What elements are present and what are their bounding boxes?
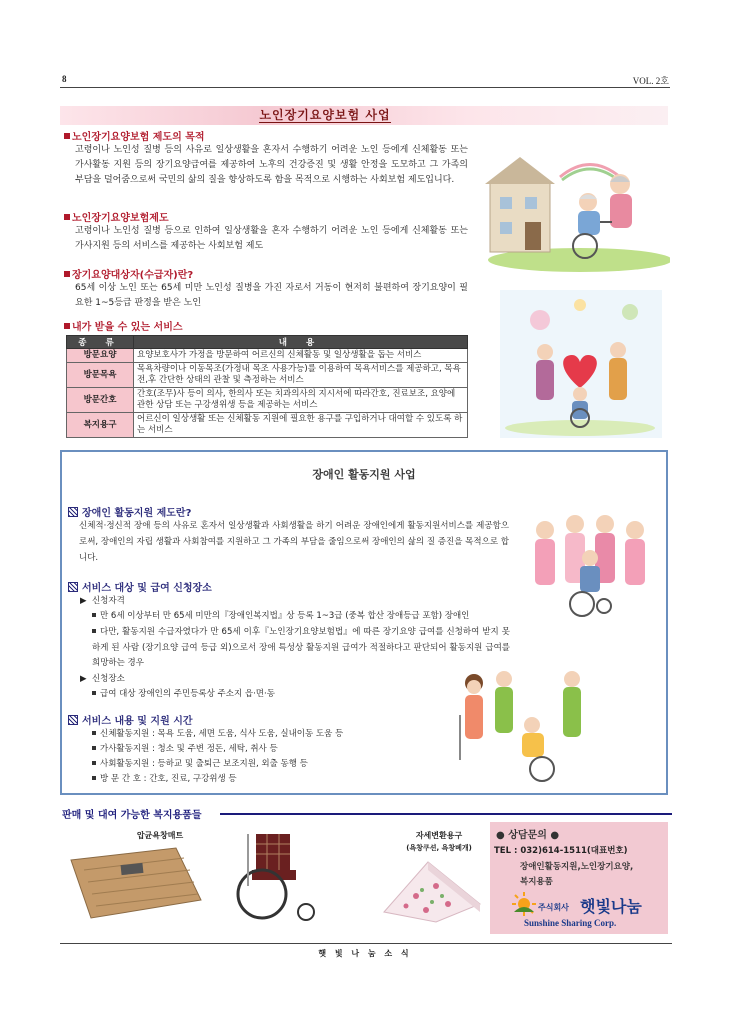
mattress-icon (66, 840, 206, 922)
contact-box (490, 822, 668, 934)
section1-title: 노인장기요양보험 사업 (259, 108, 391, 122)
service-type: 복지용구 (67, 413, 134, 438)
system-heading: 노인장기요양보험제도 (64, 209, 169, 224)
content-item: 방 문 간 호 : 간호, 진료, 구강위생 등 (92, 772, 237, 788)
footer-text: 햇 빛 나 눔 소 식 (318, 949, 412, 958)
services-heading: 내가 받을 수 있는 서비스 (64, 318, 183, 333)
services-table-header (67, 336, 468, 349)
product-label-cushion: 자세변환용구 (415, 831, 463, 840)
system-text: 고령이나 노인성 질병 등으로 인하여 일상생활을 혼자 수행하기 어려운 노인 등에게 신체활동 또는 가사지원 등의 서비스를 제공하는 사회보험 제도 (75, 226, 468, 251)
col-type: 종 류 (67, 336, 134, 349)
product-sublabel-cushion: (욕창쿠션, 욕창베개) (406, 844, 472, 852)
service-content: 요양보호사가 가정을 방문하여 어르신의 신체활동 및 일상생활을 돕는 서비스 (134, 349, 468, 363)
service-content: 목욕차량이나 이동목조(가정내 목조 사용가능)를 이용하여 목욕서비스를 제공하고, 목욕 전,후 간단한 상태의 관찰 및 측정하는 서비스 (134, 363, 468, 388)
purpose-heading: 노인장기요양보험 제도의 목적 (64, 128, 205, 143)
contact-heading: ● 상담문의 ● (496, 830, 560, 841)
helpers-wheelchair-illustration (452, 665, 592, 783)
content-item: 사회활동지원 : 등하교 및 출퇴근 보조지원, 외출 동행 등 (92, 757, 308, 773)
content-item: 가사활동지원 : 청소 및 주변 정돈, 세탁, 취사 등 (92, 742, 278, 758)
place-item: 급여 대상 장애인의 주민등록상 주소지 읍·면·동 (92, 687, 275, 703)
elderly-couple-illustration (470, 142, 670, 272)
company-english-name: Sunshine Sharing Corp. (524, 918, 617, 928)
family-heart-illustration (500, 290, 662, 438)
table-row (67, 363, 468, 388)
qualification-item: 만 6세 이상부터 만 65세 미만의『장애인복지법』상 등록 1~3급 (중복 합산 장애등급 포함) 장애인 (92, 609, 510, 625)
service-content: 간호(조무)사 등이 의사, 한의사 또는 치과의사의 지시서에 따라간호, 진료보조, 요양에 관한 상담 또는 구강생위생 등을 제공하는 서비스 (134, 388, 468, 413)
qualification-item: 다만, 활동지원 수급자였다가 만 65세 이후『노인장기요양보험법』에 따른 장기요양 급여를 신청하여 받지 못하게 된 사람 (장기요양 급여 등급 외)으로서 장애 특성상 활동지원 급여가 적절하다고 판단되어 활동지원 급여를 희망하는 경우 (92, 627, 510, 668)
contact-line2: 복지용품 (520, 877, 553, 887)
wheelchair-icon (222, 826, 332, 926)
company-name: 햇빛나눔 (580, 899, 642, 916)
content-heading: 서비스 내용 및 지원 시간 (68, 712, 193, 727)
target-text: 65세 이상 노인 또는 65세 미만 노인성 질병을 가진 자로서 거동이 현저히 불편하여 장기요양이 필요한 1~5등급 판정을 받은 노인 (75, 283, 468, 308)
cushion-icon (376, 856, 488, 926)
col-content: 내 용 (134, 336, 468, 349)
footer-divider (60, 943, 672, 944)
service-content: 어르신이 일상생활 또는 신체활동 지원에 필요한 용구를 구입하거나 대여할 수 있도록 하는 서비스 (134, 413, 468, 438)
service-type: 방문목욕 (67, 363, 134, 388)
target-heading: 장기요양대상자(수급자)란? (64, 266, 193, 281)
contact-line1: 장애인활동지원,노인장기요양, (520, 862, 634, 872)
services-table (66, 335, 468, 438)
header-divider (60, 87, 670, 88)
service-type: 방문요양 (67, 349, 134, 363)
purpose-text: 고령이나 노인성 질병 등의 사유로 일상생활을 혼자서 수행하기 어려운 노인 등에게 신체활동 또는 가사활동 지원 등의 장기요양급여를 제공하여 노후의 건강증진 및 생활 안정을 도모하고 그 가족의 부담을 덜어줌으로써 국민의 삶의 질을 향상하도록 함을 목적으로 시행하는 사회보험 제도입니다. (75, 145, 468, 185)
place-label: ▶ 신청장소 (80, 674, 125, 684)
page-number: 8 (62, 74, 67, 84)
contact-tel: TEL : 032)614-1511(대표번호) (494, 846, 628, 856)
section2-title: 장애인 활동지원 사업 (312, 468, 416, 481)
products-heading: 판매 및 대여 가능한 복지용품들 (62, 810, 202, 821)
eligibility-heading: 서비스 대상 및 급여 신청장소 (68, 579, 212, 594)
volume-label: VOL. 2호 (632, 76, 669, 86)
table-row (67, 349, 468, 363)
qualification-label: ▶ 신청자격 (80, 596, 125, 606)
table-row (67, 413, 468, 438)
what-text: 신체적·정신적 장애 등의 사유로 혼자서 일상생활과 사회생활을 하기 어려운 장애인에게 활동지원서비스를 제공함으로써, 장애인의 자립 생활과 사회참여를 지원하고 그 가족의 부담을 줄임으로써 장애인의 삶의 질 증진을 목적으로 합니다. (79, 521, 509, 563)
company-prefix: 주식회사 (538, 903, 569, 912)
content-item: 신체활동지원 : 목욕 도움, 세면 도움, 식사 도움, 실내이동 도움 등 (92, 727, 343, 743)
sun-logo-icon (512, 892, 536, 916)
table-row (67, 388, 468, 413)
product-label-mattress: 압균욕창매트 (136, 831, 184, 840)
caregivers-illustration (520, 510, 660, 620)
service-type: 방문간호 (67, 388, 134, 413)
what-heading: 장애인 활동지원 제도란? (68, 504, 191, 519)
